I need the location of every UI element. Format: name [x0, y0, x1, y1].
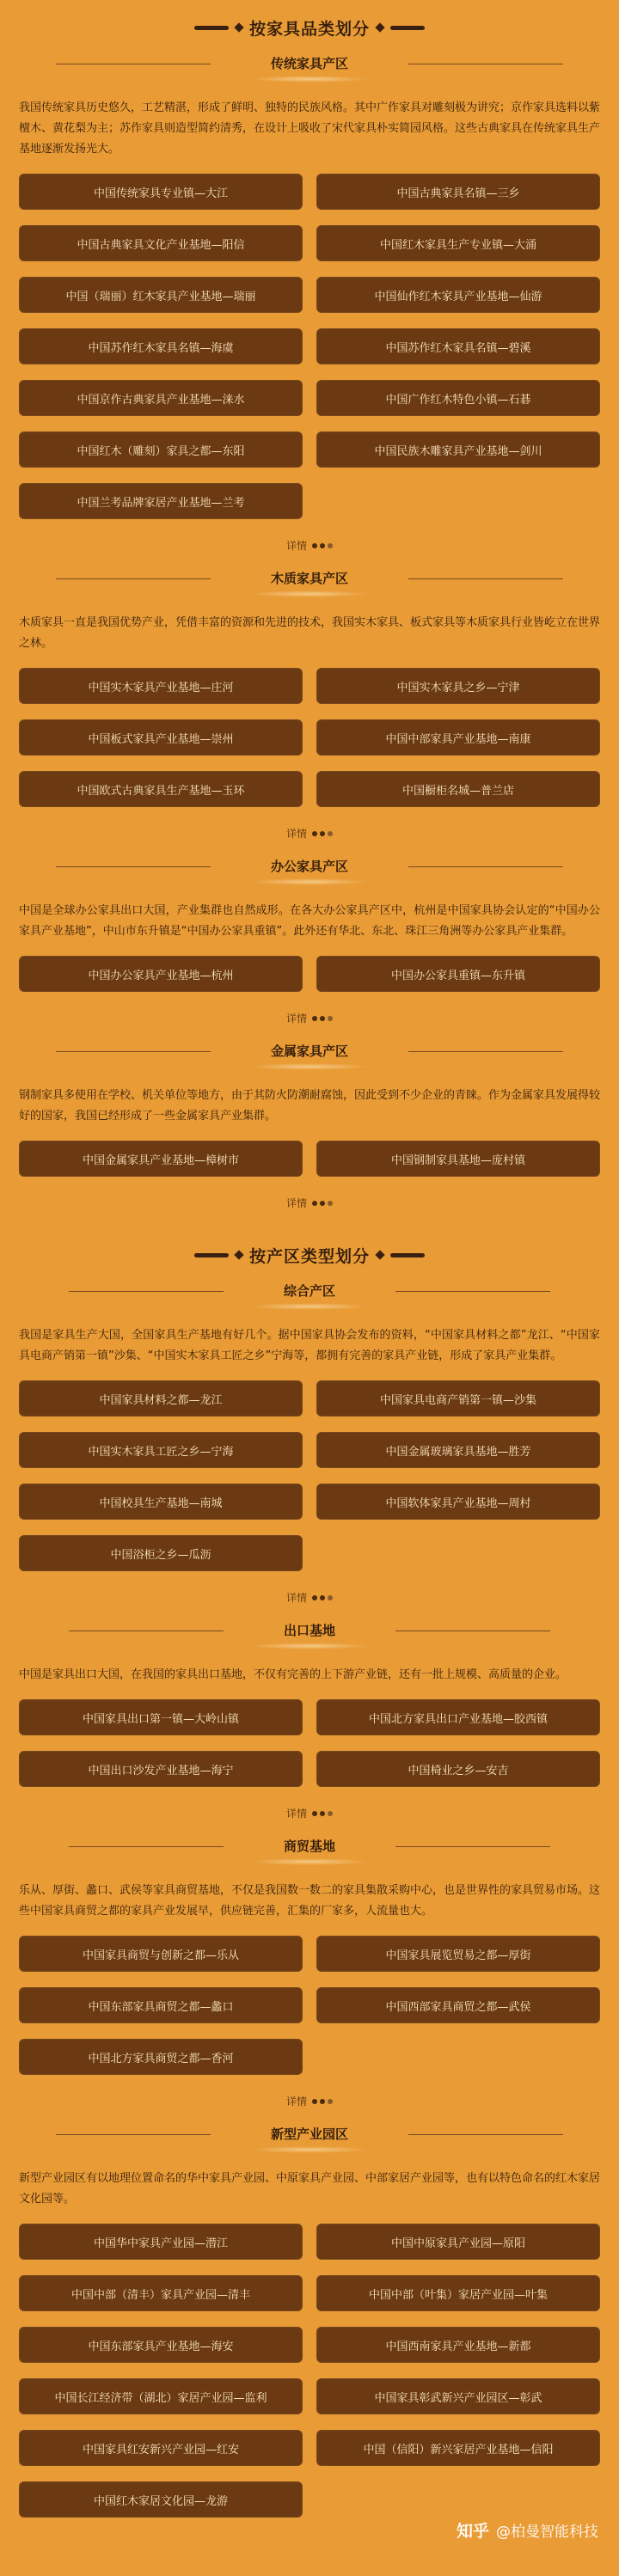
base-item[interactable]: 中国苏作红木家具名镇—海虞 — [19, 328, 303, 364]
details-label: 详情 — [285, 1197, 307, 1209]
base-item[interactable]: 中国红木家具生产专业镇—大涌 — [316, 225, 600, 261]
base-grid — [0, 1141, 619, 1177]
details-link[interactable] — [0, 1806, 619, 1820]
heading-bar-right — [390, 26, 425, 30]
base-item[interactable]: 中国京作古典家具产业基地—涞水 — [19, 380, 303, 416]
group-title-glow — [249, 1643, 370, 1649]
base-item[interactable]: 中国中部（清丰）家具产业园—清丰 — [19, 2275, 303, 2311]
base-item[interactable]: 中国西部家具商贸之都—武侯 — [316, 1987, 600, 2023]
group-title: 金属家具产区 — [211, 1041, 408, 1062]
group-intro: 中国是全球办公家具出口大国，产业集群也自然成形。在各大办公家具产区中，杭州是中国家具协会认定的“中国办公家具产业基地”，中山市东升镇是“中国办公家具重镇”。此外还有华北、东北、珠江三角洲等办公家具产业集群。 — [19, 904, 600, 938]
base-item[interactable]: 中国椅业之乡—安吉 — [316, 1751, 600, 1787]
base-item[interactable]: 中国校具生产基地—南城 — [19, 1484, 303, 1520]
details-dots-icon — [312, 1201, 333, 1206]
base-item[interactable]: 中国仙作红木家具产业基地—仙游 — [316, 277, 600, 313]
base-item[interactable]: 中国东部家具商贸之都—蠡口 — [19, 1987, 303, 2023]
base-grid — [0, 1380, 619, 1571]
group-title-glow — [249, 1303, 370, 1310]
details-dots-icon — [312, 831, 333, 836]
details-dots-icon — [312, 1595, 333, 1600]
details-label: 详情 — [285, 1592, 307, 1604]
base-grid — [0, 956, 619, 992]
base-item[interactable]: 中国（信阳）新兴家居产业基地—信阳 — [316, 2430, 600, 2466]
base-grid — [0, 174, 619, 519]
group-heading — [0, 2124, 619, 2153]
base-item[interactable]: 中国东部家具产业基地—海安 — [19, 2327, 303, 2363]
group-title: 综合产区 — [224, 1281, 395, 1301]
base-item[interactable]: 中国金属家具产业基地—樟树市 — [19, 1141, 303, 1177]
base-item[interactable]: 中国浴柜之乡—瓜沥 — [19, 1535, 303, 1571]
group-heading — [0, 1281, 619, 1310]
group-intro: 中国是家具出口大国，在我国的家具出口基地，不仅有完善的上下游产业链，还有一批上规模、高质量的企业。 — [19, 1668, 567, 1681]
base-item[interactable]: 中国办公家具重镇—东升镇 — [316, 956, 600, 992]
details-dots-icon — [312, 2099, 333, 2104]
group-title: 新型产业园区 — [211, 2124, 408, 2145]
group-title-glow — [249, 2146, 370, 2153]
heading-bar-left — [194, 1253, 229, 1257]
base-item[interactable]: 中国家具红安新兴产业园—红安 — [19, 2430, 303, 2466]
base-item[interactable]: 中国红木家居文化园—龙游 — [19, 2481, 303, 2518]
details-label: 详情 — [285, 2096, 307, 2108]
heading-bar-right — [390, 1253, 425, 1257]
group-heading — [0, 856, 619, 885]
group-heading — [0, 568, 619, 597]
group-intro: 我国传统家具历史悠久，工艺精湛，形成了鲜明、独特的民族风格。其中广作家具对雕刻极为讲究；京作家具选料以紫檀木、黄花梨为主；苏作家具则造型简约清秀，在设计上吸收了宋代家具朴实简园风格。这些古典家具在传统家具生产基地逐渐发扬光大。 — [19, 101, 601, 156]
heading-diamond-left — [234, 1250, 243, 1259]
group-heading — [0, 1041, 619, 1070]
base-item[interactable]: 中国广作红木特色小镇—石碁 — [316, 380, 600, 416]
base-item[interactable]: 中国华中家具产业园—潜江 — [19, 2224, 303, 2260]
heading-bar-left — [194, 26, 229, 30]
heading-diamond-left — [234, 22, 243, 32]
details-link[interactable] — [0, 1011, 619, 1025]
base-item[interactable]: 中国北方家具商贸之都—香河 — [19, 2039, 303, 2075]
base-grid — [0, 2224, 619, 2518]
section-title: 按家具品类划分 — [248, 19, 370, 39]
base-item[interactable]: 中国实木家具工匠之乡—宁海 — [19, 1432, 303, 1468]
details-link[interactable] — [0, 1590, 619, 1605]
base-grid — [0, 668, 619, 807]
group-title-glow — [249, 1063, 370, 1070]
base-item[interactable]: 中国苏作红木家具名镇—碧溪 — [316, 328, 600, 364]
heading-diamond-right — [375, 1250, 384, 1259]
base-item[interactable]: 中国古典家具名镇—三乡 — [316, 174, 600, 210]
details-link[interactable] — [0, 2094, 619, 2108]
base-item[interactable]: 中国长江经济带（湖北）家居产业园—监利 — [19, 2378, 303, 2414]
details-label: 详情 — [285, 1808, 307, 1820]
details-link[interactable] — [0, 1196, 619, 1210]
base-item[interactable]: 中国家具材料之都—龙江 — [19, 1380, 303, 1416]
base-item[interactable]: 中国家具商贸与创新之都—乐从 — [19, 1936, 303, 1972]
group-heading — [0, 1836, 619, 1865]
base-item[interactable]: 中国北方家具出口产业基地—胶西镇 — [316, 1699, 600, 1735]
base-item[interactable]: 中国橱柜名城—普兰店 — [316, 771, 600, 807]
details-label: 详情 — [285, 540, 307, 552]
section-heading — [0, 10, 619, 45]
base-grid — [0, 1936, 619, 2075]
section-title: 按产区类型划分 — [248, 1246, 370, 1266]
base-item[interactable]: 中国西南家具产业基地—新都 — [316, 2327, 600, 2363]
details-link[interactable] — [0, 538, 619, 553]
details-link[interactable] — [0, 826, 619, 841]
base-item[interactable]: 中国实木家具之乡—宁津 — [316, 668, 600, 704]
base-item[interactable]: 中国欧式古典家具生产基地—玉环 — [19, 771, 303, 807]
base-grid — [0, 1699, 619, 1787]
details-label: 详情 — [285, 828, 307, 840]
base-item[interactable]: 中国民族木雕家具产业基地—剑川 — [316, 431, 600, 468]
details-dots-icon — [312, 1016, 333, 1021]
details-dots-icon — [312, 543, 333, 548]
base-item[interactable]: 中国中原家具产业园—原阳 — [316, 2224, 600, 2260]
watermark — [457, 2518, 598, 2542]
base-item[interactable]: 中国金属玻璃家具基地—胜芳 — [316, 1432, 600, 1468]
group-title: 木质家具产区 — [211, 568, 408, 589]
base-item[interactable]: 中国家具电商产销第一镇—沙集 — [316, 1380, 600, 1416]
base-item[interactable]: 中国办公家具产业基地—杭州 — [19, 956, 303, 992]
group-heading — [0, 53, 619, 83]
base-item[interactable]: 中国传统家具专业镇—大江 — [19, 174, 303, 210]
watermark-brand: 知乎 — [456, 2522, 489, 2541]
group-title: 办公家具产区 — [211, 856, 408, 877]
base-item[interactable]: 中国实木家具产业基地—庄河 — [19, 668, 303, 704]
group-intro: 我国是家具生产大国，全国家具生产基地有好几个。据中国家具协会发布的资料，“中国家具材料之都”龙江、“中国家具电商产销第一镇”沙集、“中国实木家具工匠之乡”宁海等，都拥有完善的家具产业链，形成了家具产业集群。 — [19, 1329, 600, 1362]
base-item[interactable]: 中国家具出口第一镇—大岭山镇 — [19, 1699, 303, 1735]
group-title-glow — [249, 76, 370, 83]
base-item[interactable]: 中国家具展览贸易之都—厚街 — [316, 1936, 600, 1972]
group-title-glow — [249, 590, 370, 597]
group-title: 出口基地 — [224, 1620, 395, 1641]
base-item[interactable]: 中国板式家具产业基地—崇州 — [19, 719, 303, 756]
group-intro: 木质家具一直是我国优势产业，凭借丰富的资源和先进的技术，我国实木家具、板式家具等木质家具行业皆屹立在世界之林。 — [19, 616, 601, 650]
heading-diamond-right — [375, 22, 384, 32]
base-item[interactable]: 中国古典家具文化产业基地—阳信 — [19, 225, 303, 261]
base-item[interactable]: 中国红木（雕刻）家具之都—东阳 — [19, 431, 303, 468]
base-item[interactable]: 中国中部（叶集）家居产业园—叶集 — [316, 2275, 600, 2311]
base-item[interactable]: 中国钢制家具基地—庞村镇 — [316, 1141, 600, 1177]
base-item[interactable]: 中国兰考品牌家居产业基地—兰考 — [19, 483, 303, 519]
base-item[interactable]: 中国软体家具产业基地—周村 — [316, 1484, 600, 1520]
group-title: 传统家具产区 — [211, 53, 408, 74]
details-dots-icon — [312, 1811, 333, 1816]
group-title-glow — [249, 1858, 370, 1865]
group-title: 商贸基地 — [224, 1836, 395, 1857]
base-item[interactable]: 中国出口沙发产业基地—海宁 — [19, 1751, 303, 1787]
group-intro: 钢制家具多使用在学校、机关单位等地方，由于其防火防潮耐腐蚀，因此受到不少企业的青睐。作为金属家具发展得较好的国家，我国已经形成了一些金属家具产业集群。 — [19, 1089, 601, 1123]
section-spacer — [0, 1226, 619, 1238]
base-item[interactable]: 中国（瑞丽）红木家具产业基地—瑞丽 — [19, 277, 303, 313]
group-title-glow — [249, 878, 370, 885]
details-label: 详情 — [285, 1013, 307, 1025]
group-heading — [0, 1620, 619, 1649]
group-intro: 新型产业园区有以地理位置命名的华中家具产业园、中原家具产业园、中部家居产业园等，也有以特色命名的红木家居文化园等。 — [19, 2172, 601, 2206]
watermark-author: @柏曼智能科技 — [496, 2524, 598, 2541]
section-heading — [0, 1238, 619, 1272]
base-item[interactable]: 中国中部家具产业基地—南康 — [316, 719, 600, 756]
group-intro: 乐从、厚街、蠡口、武侯等家具商贸基地，不仅是我国数一数二的家具集散采购中心，也是世界性的家具贸易市场。这些中国家具商贸之都的家具产业发展早，供应链完善，汇集的厂家多，人流量也大。 — [19, 1884, 601, 1918]
base-item[interactable]: 中国家具彰武新兴产业园区—彰武 — [316, 2378, 600, 2414]
